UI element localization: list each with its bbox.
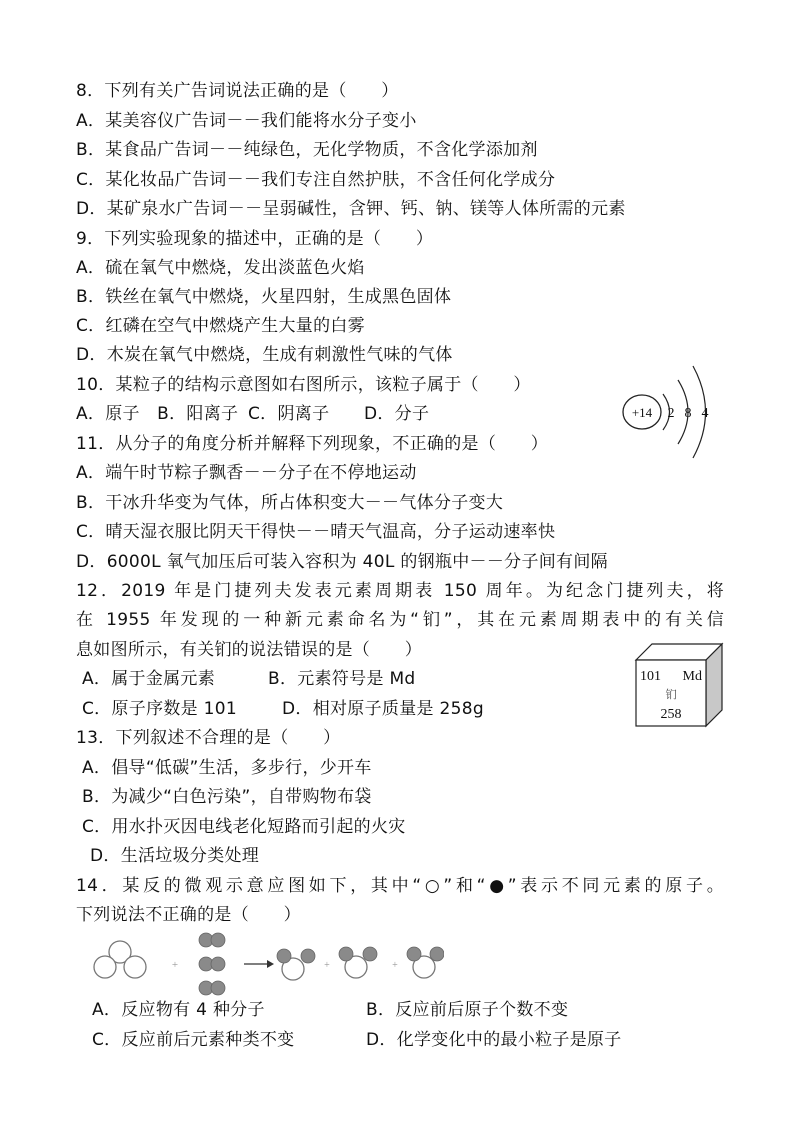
q14-option-a: A．反应物有 4 种分子 — [92, 1000, 265, 1020]
q12-option-d: D．相对原子质量是 258g — [282, 699, 484, 719]
q8-option-d: D．某矿泉水广告词－－呈弱碱性，含钾、钙、钠、镁等人体所需的元素 — [76, 199, 626, 219]
q12-option-c: C．原子序数是 101 — [82, 699, 238, 719]
q10-stem: 10．某粒子的结构示意图如右图所示，该粒子属于（ ） — [76, 375, 531, 395]
q14-stem-line2: 下列说法不正确的是（ ） — [76, 905, 301, 925]
shell-3-electrons: 4 — [701, 406, 709, 421]
q12-stem-line3: 息如图所示，有关钔的说法错误的是（ ） — [76, 640, 422, 660]
q11-option-b: B．干冰升华变为气体，所占体积变大－－气体分子变大 — [76, 493, 504, 513]
atomic-number: 101 — [640, 669, 661, 684]
q12-option-b: B．元素符号是 Md — [268, 669, 416, 689]
q13-option-d: D．生活垃圾分类处理 — [90, 846, 260, 866]
q13-option-c: C．用水扑灭因电线老化短路而引起的火灾 — [82, 817, 406, 837]
element-symbol: Md — [682, 669, 702, 684]
q8-option-a: A．某美容仪广告词－－我们能将水分子变小 — [76, 111, 417, 131]
q8-stem: 8．下列有关广告词说法正确的是（ ） — [76, 81, 399, 101]
q11-option-a: A．端午时节粽子飘香－－分子在不停地运动 — [76, 463, 417, 483]
q14-option-d: D．化学变化中的最小粒子是原子 — [366, 1030, 622, 1050]
q12-stem-line1: 12．2019 年是门捷列夫发表元素周期表 150 周年。为纪念门捷列夫，将 — [76, 581, 724, 601]
q12-option-a: A．属于金属元素 — [82, 669, 216, 689]
atom-structure-diagram — [618, 362, 728, 462]
q13-option-b: B．为减少“白色污染”，自带购物布袋 — [82, 787, 372, 807]
q9-option-a: A．硫在氧气中燃烧，发出淡蓝色火焰 — [76, 258, 365, 278]
q11-option-d: D．6000L 氧气加压后可装入容积为 40L 的钢瓶中－－分子间有间隔 — [76, 552, 608, 572]
q9-option-d: D．木炭在氧气中燃烧，生成有刺激性气味的气体 — [76, 345, 453, 365]
q11-stem: 11．从分子的角度分析并解释下列现象，不正确的是（ ） — [76, 434, 549, 454]
q14-option-c: C．反应前后元素种类不变 — [92, 1030, 295, 1050]
q10-options: A．原子 B．阳离子 C．阴离子 D．分子 — [76, 404, 430, 424]
q9-option-c: C．红磷在空气中燃烧产生大量的白雾 — [76, 316, 365, 336]
q12-stem-line2: 在 1955 年发现的一种新元素命名为“钔”，其在元素周期表中的有关信 — [76, 610, 724, 630]
plus-sign: + — [171, 959, 179, 971]
reaction-diagram — [84, 928, 444, 998]
nucleus-charge: +14 — [631, 405, 653, 420]
plus-sign: + — [324, 960, 330, 971]
shell-2-electrons: 8 — [684, 406, 692, 421]
q8-option-c: C．某化妆品广告词－－我们专注自然护肤，不含任何化学成分 — [76, 170, 556, 190]
q11-option-c: C．晴天湿衣服比阴天干得快－－晴天气温高，分子运动速率快 — [76, 522, 556, 542]
q9-stem: 9．下列实验现象的描述中，正确的是（ ） — [76, 229, 434, 249]
shell-1-electrons: 2 — [667, 406, 675, 421]
atomic-mass: 258 — [660, 707, 682, 722]
q14-stem-line1: 14．某反的微观示意应图如下，其中“○”和“●”表示不同元素的原子。 — [76, 876, 724, 896]
q13-option-a: A．倡导“低碳”生活，多步行，少开车 — [82, 758, 372, 778]
q8-option-b: B．某食品广告词－－纯绿色，无化学物质，不含化学添加剂 — [76, 140, 538, 160]
element-name: 钔 — [665, 689, 677, 701]
q9-option-b: B．铁丝在氧气中燃烧，火星四射，生成黑色固体 — [76, 287, 452, 307]
reaction-arrow-icon — [267, 960, 274, 968]
plus-sign: + — [392, 960, 398, 971]
element-card-mendelevium — [634, 642, 724, 728]
q13-stem: 13．下列叙述不合理的是（ ） — [76, 728, 341, 748]
q14-option-b: B．反应前后原子个数不变 — [366, 1000, 569, 1020]
